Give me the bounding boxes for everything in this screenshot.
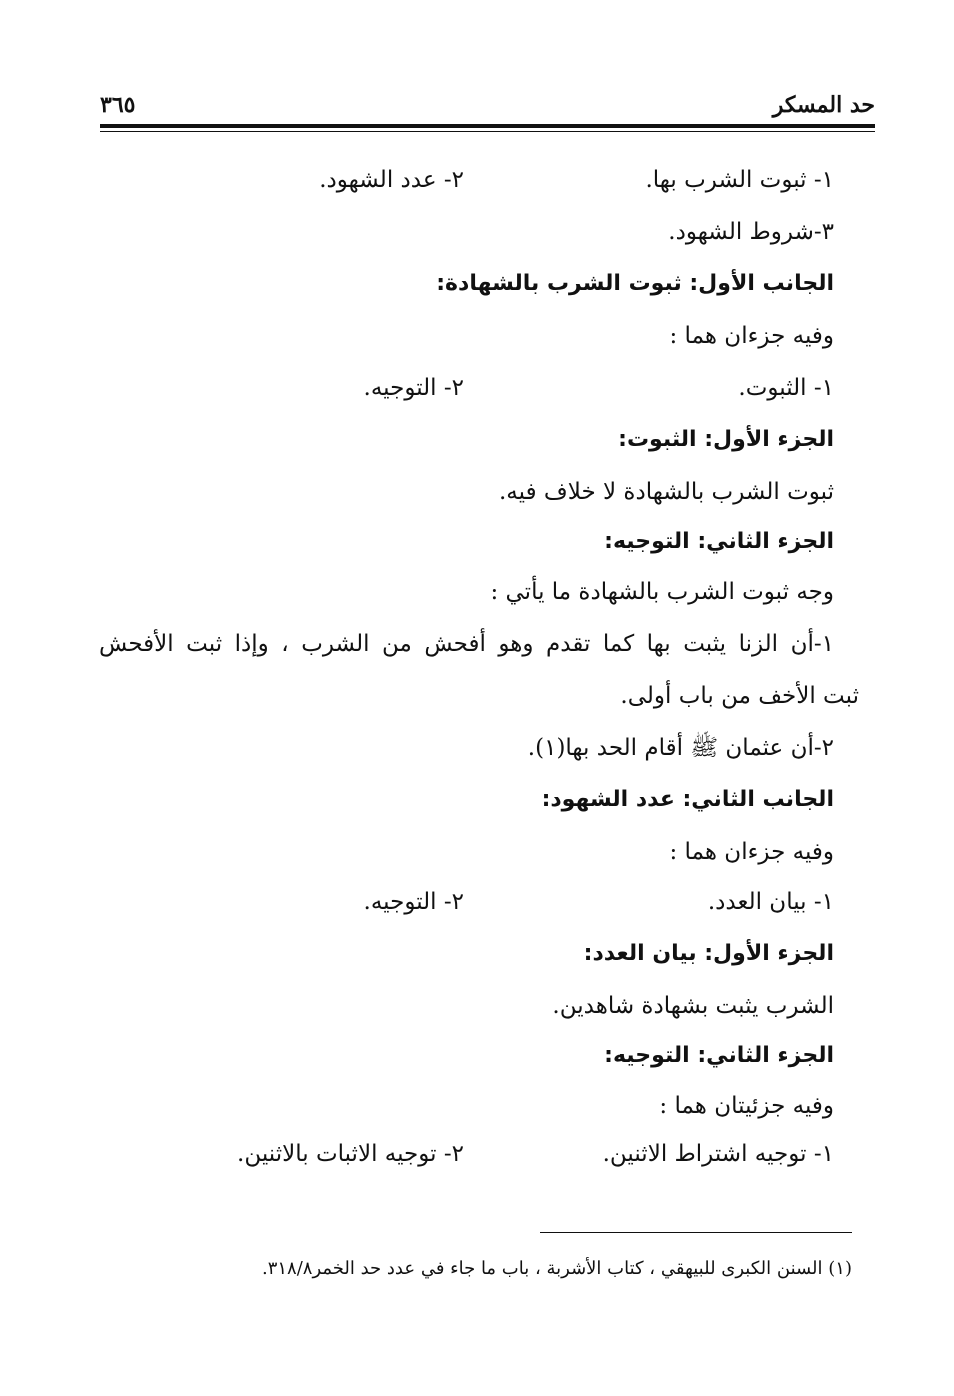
list-item: ٢- التوجيه. bbox=[363, 375, 464, 401]
subsection-heading: الجزء الثاني: التوجيه: bbox=[604, 1043, 834, 1068]
header-rule-thin bbox=[100, 131, 875, 132]
header-rule-thick bbox=[100, 124, 875, 128]
list-item: ٣-شروط الشهود. bbox=[668, 219, 834, 245]
list-item: ١- توجيه اشتراط الاثنين. bbox=[602, 1141, 834, 1167]
section-heading: الجانب الثاني: عدد الشهود: bbox=[541, 787, 834, 812]
paragraph: ثبت الأخف من باب أولى. bbox=[620, 683, 859, 709]
list-item: ٢- توجيه الاثبات بالاثنين. bbox=[237, 1141, 464, 1167]
list-pair-1 bbox=[94, 164, 834, 196]
list-item: ١- بيان العدد. bbox=[707, 889, 834, 915]
page-header bbox=[100, 92, 875, 124]
paragraph: وجه ثبوت الشرب بالشهادة ما يأتي : bbox=[490, 579, 834, 605]
list-item: ٢- عدد الشهود. bbox=[319, 167, 464, 193]
list-pair-4 bbox=[94, 1138, 834, 1170]
subsection-heading: الجزء الثاني: التوجيه: bbox=[604, 529, 834, 554]
paragraph: وفيه جزئيتان هما : bbox=[659, 1093, 834, 1119]
paragraph: وفيه جزءان هما : bbox=[669, 839, 834, 865]
list-pair-3 bbox=[94, 886, 834, 918]
page-number: ٣٦٥ bbox=[100, 92, 136, 118]
chapter-title: حد المسكر bbox=[772, 92, 875, 118]
list-item: ١- ثبوت الشرب بها. bbox=[645, 167, 834, 193]
list-item: ١- الثبوت. bbox=[738, 375, 834, 401]
paragraph: ثبوت الشرب بالشهادة لا خلاف فيه. bbox=[498, 479, 834, 505]
paragraph: وفيه جزءان هما : bbox=[669, 323, 834, 349]
paragraph: ١-أن الزنا يثبت بها كما تقدم وهو أفحش من الشرب ، وإذا ثبت الأفحش bbox=[99, 631, 834, 657]
footnote: (١) السنن الكبرى للبيهقي ، كتاب الأشربة ، باب ما جاء في عدد حد الخمر٣١٨/٨. bbox=[261, 1258, 852, 1279]
section-heading: الجانب الأول: ثبوت الشرب بالشهادة: bbox=[436, 271, 834, 296]
subsection-heading: الجزء الأول: بيان العدد: bbox=[583, 941, 834, 966]
paragraph: ٢-أن عثمان ﷺ أقام الحد بها(١). bbox=[527, 735, 834, 761]
paragraph: الشرب يثبت بشهادة شاهدين. bbox=[552, 993, 834, 1019]
list-item: ٢- التوجيه. bbox=[363, 889, 464, 915]
list-pair-2 bbox=[94, 372, 834, 404]
footnote-rule bbox=[540, 1232, 852, 1233]
subsection-heading: الجزء الأول: الثبوت: bbox=[618, 427, 834, 452]
